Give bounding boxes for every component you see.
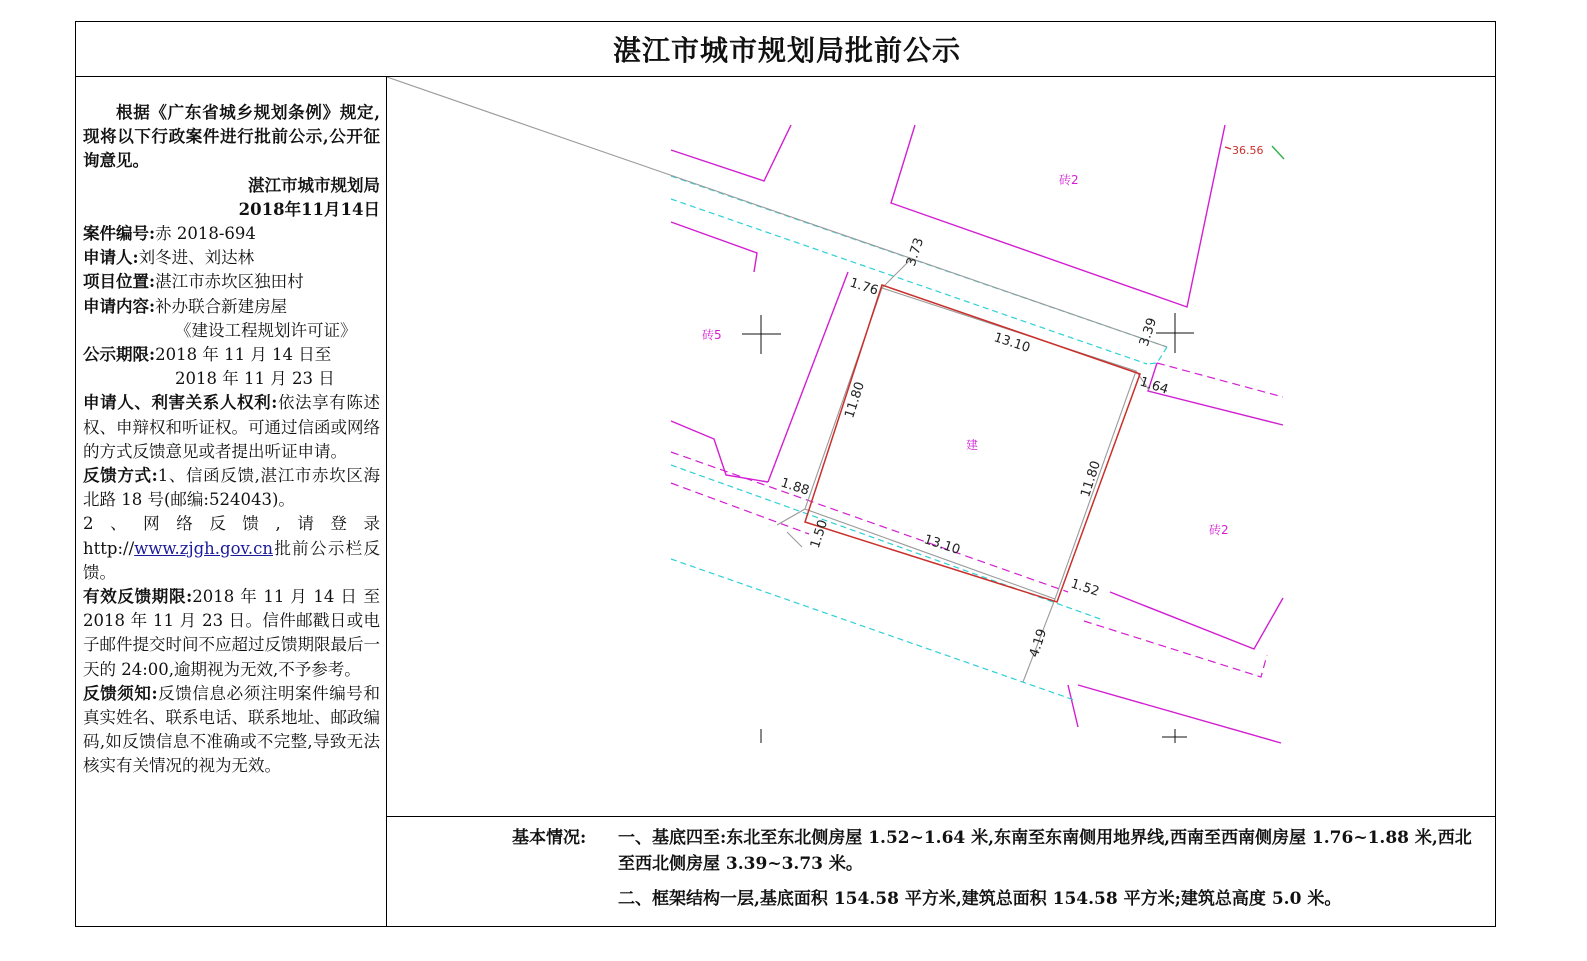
case-number-label: 案件编号: bbox=[83, 224, 156, 244]
feedback-online-text-2: 批前公示栏反馈。 bbox=[83, 538, 380, 582]
deadline-paragraph bbox=[83, 585, 380, 682]
dimension-guides bbox=[387, 77, 1167, 682]
intro-text: 根据《广东省城乡规划条例》规定,现将以下行政案件进行批前公示,公开征询意见。 bbox=[83, 103, 380, 171]
content-row bbox=[83, 295, 380, 319]
dist-top-left: 1.76 bbox=[847, 275, 880, 299]
applicant-row bbox=[83, 246, 380, 270]
feedback-paragraph bbox=[83, 464, 380, 512]
dist-southeast: 4.19 bbox=[1026, 627, 1051, 660]
dist-bottom-left-2: 1.50 bbox=[807, 518, 832, 551]
deadline-text: 2018 年 11 月 14 日 至 2018 年 11 月 23 日。信件邮戳日或电子邮件提交时间不应超过反馈期限最后一天的 24:00,逾期视为无效,不予参考。 bbox=[83, 587, 381, 679]
feedback-online bbox=[83, 512, 380, 585]
dim-left-height: 11.80 bbox=[842, 380, 869, 421]
feedback-label: 反馈方式: bbox=[83, 466, 158, 486]
notice-details-column bbox=[76, 77, 387, 926]
issuing-organization: 湛江市城市规划局 bbox=[248, 175, 380, 195]
content-value-1: 补办联合新建房屋 bbox=[155, 296, 288, 316]
basic-info-label: 基本情况: bbox=[512, 828, 587, 848]
rights-label: 申请人、利害关系人权利: bbox=[83, 393, 278, 413]
neighbor-dashed-lines bbox=[671, 363, 1283, 677]
applicant-label: 申请人: bbox=[83, 248, 139, 268]
dist-bottom-left: 1.88 bbox=[778, 475, 811, 499]
dist-northwest: 3.73 bbox=[903, 236, 928, 269]
basic-info-text bbox=[618, 825, 1488, 921]
notice-text: 反馈信息必须注明案件编号和真实姓名、联系电话、联系地址、邮政编码,如反馈信息不准确或不完整,导致无法核实有关情况的视为无效。 bbox=[83, 683, 381, 776]
basic-info-section bbox=[387, 817, 1495, 926]
label-corner-value: 36.56 bbox=[1232, 144, 1264, 157]
notice-paragraph bbox=[83, 682, 380, 779]
label-brick-2-right: 砖2 bbox=[1209, 523, 1229, 537]
survey-crosshairs bbox=[742, 313, 1194, 743]
feedback-website-link[interactable]: www.zjgh.gov.cn bbox=[134, 538, 274, 558]
location-row bbox=[83, 270, 380, 294]
notice-frame bbox=[75, 21, 1496, 927]
basic-info-item-1: 一、基底四至:东北至东北侧房屋 1.52~1.64 米,东南至东南侧用地界线,西南至西南侧房屋 1.76~1.88 米,西北至西北侧房屋 3.39~3.73 米。 bbox=[618, 828, 1472, 874]
dist-northeast: 3.39 bbox=[1136, 316, 1161, 349]
dist-bottom-right: 1.52 bbox=[1068, 576, 1101, 600]
rights-text: 依法享有陈述权、申辩权和听证权。可通过信函或网络的方式反馈意见或者提出听证申请。 bbox=[83, 393, 381, 461]
dim-right-height: 11.80 bbox=[1078, 459, 1105, 500]
case-number-value: 赤 2018-694 bbox=[155, 224, 256, 244]
case-number-row bbox=[83, 222, 380, 246]
label-brick-5: 砖5 bbox=[702, 328, 722, 342]
location-label: 项目位置: bbox=[83, 272, 156, 292]
feedback-letter: 1、信函反馈,湛江市赤坎区海北路 18 号(邮编:524043)。 bbox=[83, 466, 380, 510]
dim-top-length: 13.10 bbox=[991, 330, 1032, 357]
site-plan-drawing bbox=[387, 77, 1496, 817]
location-value: 湛江市赤坎区独田村 bbox=[155, 272, 304, 292]
dimension-labels bbox=[702, 144, 1264, 659]
neighbor-building-lines bbox=[671, 125, 1283, 743]
period-start: 2018 年 11 月 14 日至 bbox=[155, 345, 332, 365]
period-end: 2018 年 11 月 23 日 bbox=[175, 369, 335, 389]
issue-date: 2018年11月14日 bbox=[238, 199, 380, 219]
period-row bbox=[83, 343, 380, 367]
rights-paragraph bbox=[83, 391, 380, 464]
content-value-2: 《建设工程规划许可证》 bbox=[175, 320, 357, 340]
label-brick-2-top: 砖2 bbox=[1059, 173, 1079, 187]
period-label: 公示期限: bbox=[83, 345, 156, 365]
title-row bbox=[76, 22, 1495, 77]
content-label: 申请内容: bbox=[83, 296, 156, 316]
dist-top-right: 1.64 bbox=[1137, 374, 1170, 398]
basic-info-item-2: 二、框架结构一层,基底面积 154.58 平方米,建筑总面积 154.58 平方米;建筑总高度 5.0 米。 bbox=[618, 889, 1342, 909]
deadline-label: 有效反馈期限: bbox=[83, 587, 193, 607]
site-plan-area bbox=[387, 77, 1495, 817]
feedback-online-text: 2、网络反馈,请登录 http:// bbox=[83, 514, 380, 558]
page-title: 湛江市城市规划局批前公示 bbox=[612, 34, 961, 67]
label-building: 建 bbox=[966, 438, 979, 452]
applicant-value: 刘冬进、刘达林 bbox=[138, 248, 255, 268]
dim-bottom-length: 13.10 bbox=[921, 532, 962, 559]
notice-label: 反馈须知: bbox=[83, 683, 158, 703]
